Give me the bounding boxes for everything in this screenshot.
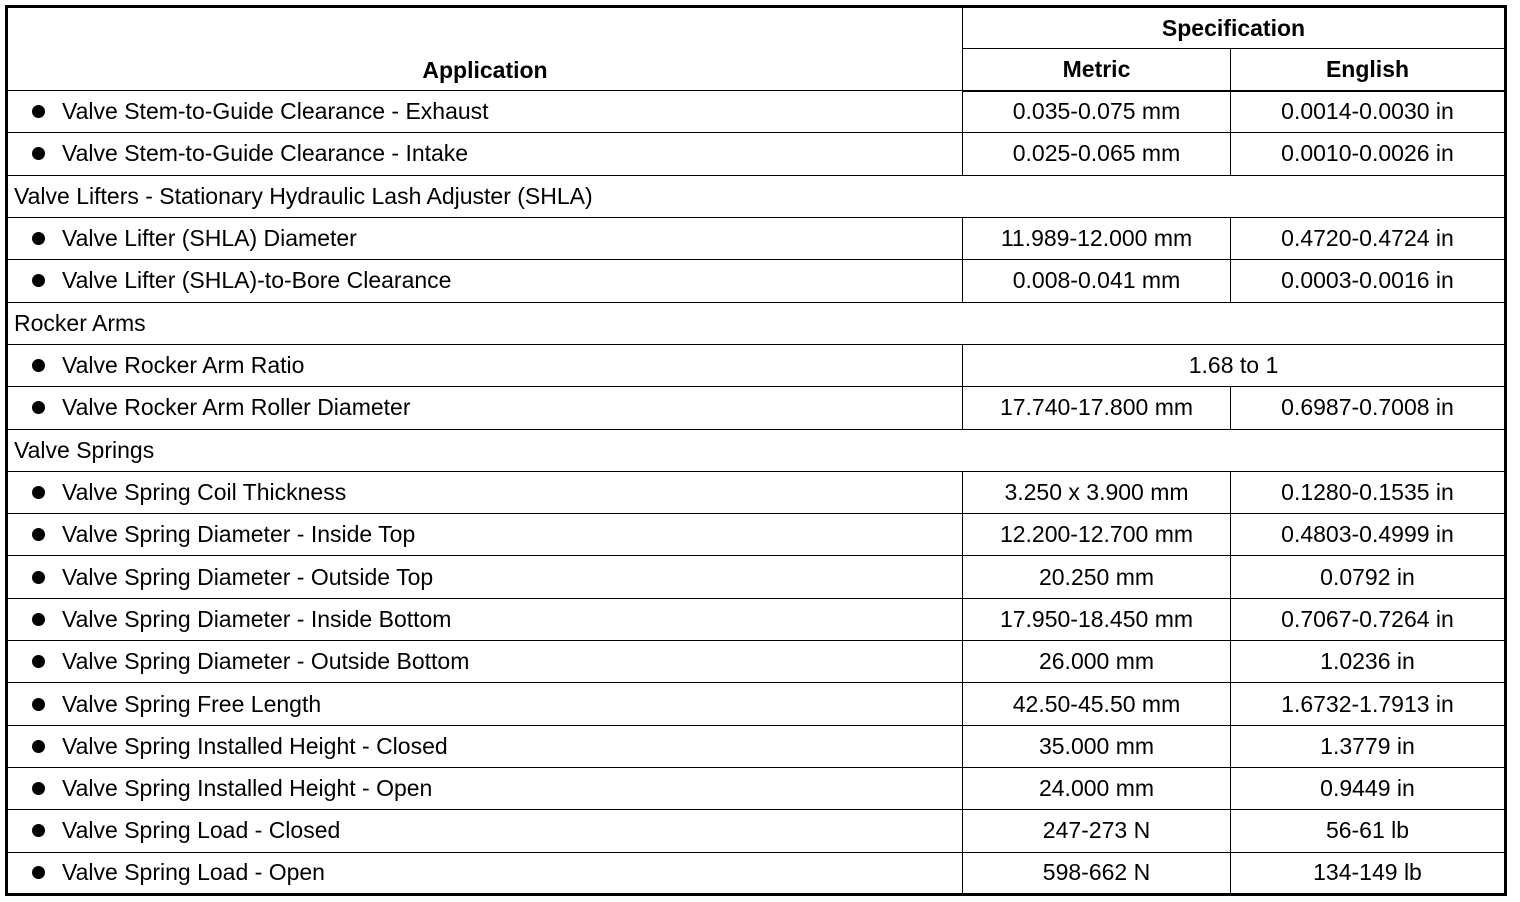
english-value: 0.7067-0.7264 in (1231, 598, 1506, 640)
application-label: Valve Spring Load - Open (62, 859, 325, 886)
english-value: 1.0236 in (1231, 641, 1506, 683)
table-row (7, 725, 1506, 767)
application-label: Valve Spring Diameter - Outside Top (62, 563, 434, 590)
bullet-icon (32, 613, 45, 626)
application-label: Valve Spring Installed Height - Open (62, 775, 433, 802)
bullet-icon (32, 401, 45, 414)
english-value: 1.3779 in (1231, 725, 1506, 767)
application-cell (7, 471, 963, 513)
metric-value: 247-273 N (963, 810, 1231, 852)
bullet-icon (32, 274, 45, 287)
application-cell (7, 133, 963, 175)
table-row (7, 598, 1506, 640)
metric-value: 17.950-18.450 mm (963, 598, 1231, 640)
bullet-icon (32, 105, 45, 118)
table-row (7, 514, 1506, 556)
header-row-top (7, 7, 1506, 49)
bullet-icon (32, 824, 45, 837)
application-cell (7, 91, 963, 133)
application-cell (7, 217, 963, 259)
application-label: Valve Lifter (SHLA) Diameter (62, 225, 357, 252)
english-value: 0.0010-0.0026 in (1231, 133, 1506, 175)
application-cell (7, 683, 963, 725)
bullet-icon (32, 486, 45, 499)
application-label: Valve Spring Diameter - Inside Bottom (62, 605, 452, 632)
specification-table (5, 5, 1507, 896)
application-cell (7, 852, 963, 894)
table-row (7, 260, 1506, 302)
application-label: Valve Spring Diameter - Inside Top (62, 521, 416, 548)
section-row (7, 175, 1506, 217)
application-label: Valve Spring Free Length (62, 690, 322, 717)
english-value: 1.6732-1.7913 in (1231, 683, 1506, 725)
metric-value: 11.989-12.000 mm (963, 217, 1231, 259)
english-value: 134-149 lb (1231, 852, 1506, 894)
application-cell (7, 725, 963, 767)
application-label: Valve Stem-to-Guide Clearance - Exhaust (62, 98, 489, 125)
metric-value: 26.000 mm (963, 641, 1231, 683)
section-heading: Valve Springs (7, 429, 1506, 471)
table-row (7, 344, 1506, 386)
application-label: Valve Rocker Arm Ratio (62, 352, 305, 379)
metric-value: 3.250 x 3.900 mm (963, 471, 1231, 513)
english-value: 0.4720-0.4724 in (1231, 217, 1506, 259)
bullet-icon (32, 655, 45, 668)
bullet-icon (32, 698, 45, 711)
application-label: Valve Spring Load - Closed (62, 817, 341, 844)
application-label: Valve Spring Coil Thickness (62, 478, 347, 505)
english-value: 0.0792 in (1231, 556, 1506, 598)
metric-value: 12.200-12.700 mm (963, 514, 1231, 556)
metric-value: 0.025-0.065 mm (963, 133, 1231, 175)
application-label: Valve Spring Installed Height - Closed (62, 732, 448, 759)
metric-value: 0.008-0.041 mm (963, 260, 1231, 302)
english-value: 56-61 lb (1231, 810, 1506, 852)
application-cell (7, 768, 963, 810)
english-value: 0.4803-0.4999 in (1231, 514, 1506, 556)
section-heading: Rocker Arms (7, 302, 1506, 344)
application-label: Valve Lifter (SHLA)-to-Bore Clearance (62, 267, 452, 294)
metric-value: 598-662 N (963, 852, 1231, 894)
table-header (7, 7, 1506, 91)
application-cell (7, 344, 963, 386)
specification-column-header: Specification (963, 7, 1506, 49)
english-column-header: English (1231, 49, 1506, 91)
english-value: 0.1280-0.1535 in (1231, 471, 1506, 513)
metric-value: 0.035-0.075 mm (963, 91, 1231, 133)
table-row (7, 91, 1506, 133)
application-column-header: Application (7, 7, 963, 91)
application-cell (7, 641, 963, 683)
bullet-icon (32, 740, 45, 753)
bullet-icon (32, 147, 45, 160)
bullet-icon (32, 782, 45, 795)
table-row (7, 471, 1506, 513)
table-row (7, 768, 1506, 810)
metric-value: 17.740-17.800 mm (963, 387, 1231, 429)
application-cell (7, 260, 963, 302)
metric-value: 42.50-45.50 mm (963, 683, 1231, 725)
application-label: Valve Spring Diameter - Outside Bottom (62, 648, 470, 675)
english-value: 0.6987-0.7008 in (1231, 387, 1506, 429)
application-label: Valve Stem-to-Guide Clearance - Intake (62, 140, 469, 167)
section-heading: Valve Lifters - Stationary Hydraulic Lash Adjuster (SHLA) (7, 175, 1506, 217)
application-cell (7, 598, 963, 640)
table-row (7, 810, 1506, 852)
table-row (7, 556, 1506, 598)
english-value: 0.9449 in (1231, 768, 1506, 810)
bullet-icon (32, 232, 45, 245)
table-row (7, 217, 1506, 259)
specification-value: 1.68 to 1 (963, 344, 1506, 386)
table-body (7, 91, 1506, 895)
table-row (7, 852, 1506, 894)
application-label: Valve Rocker Arm Roller Diameter (62, 394, 411, 421)
application-cell (7, 387, 963, 429)
bullet-icon (32, 359, 45, 372)
metric-value: 24.000 mm (963, 768, 1231, 810)
bullet-icon (32, 528, 45, 541)
english-value: 0.0003-0.0016 in (1231, 260, 1506, 302)
english-value: 0.0014-0.0030 in (1231, 91, 1506, 133)
table-row (7, 387, 1506, 429)
table-row (7, 133, 1506, 175)
application-cell (7, 810, 963, 852)
section-row (7, 302, 1506, 344)
table-row (7, 641, 1506, 683)
application-cell (7, 556, 963, 598)
table-row (7, 683, 1506, 725)
metric-value: 20.250 mm (963, 556, 1231, 598)
metric-column-header: Metric (963, 49, 1231, 91)
section-row (7, 429, 1506, 471)
metric-value: 35.000 mm (963, 725, 1231, 767)
application-cell (7, 514, 963, 556)
bullet-icon (32, 571, 45, 584)
bullet-icon (32, 866, 45, 879)
